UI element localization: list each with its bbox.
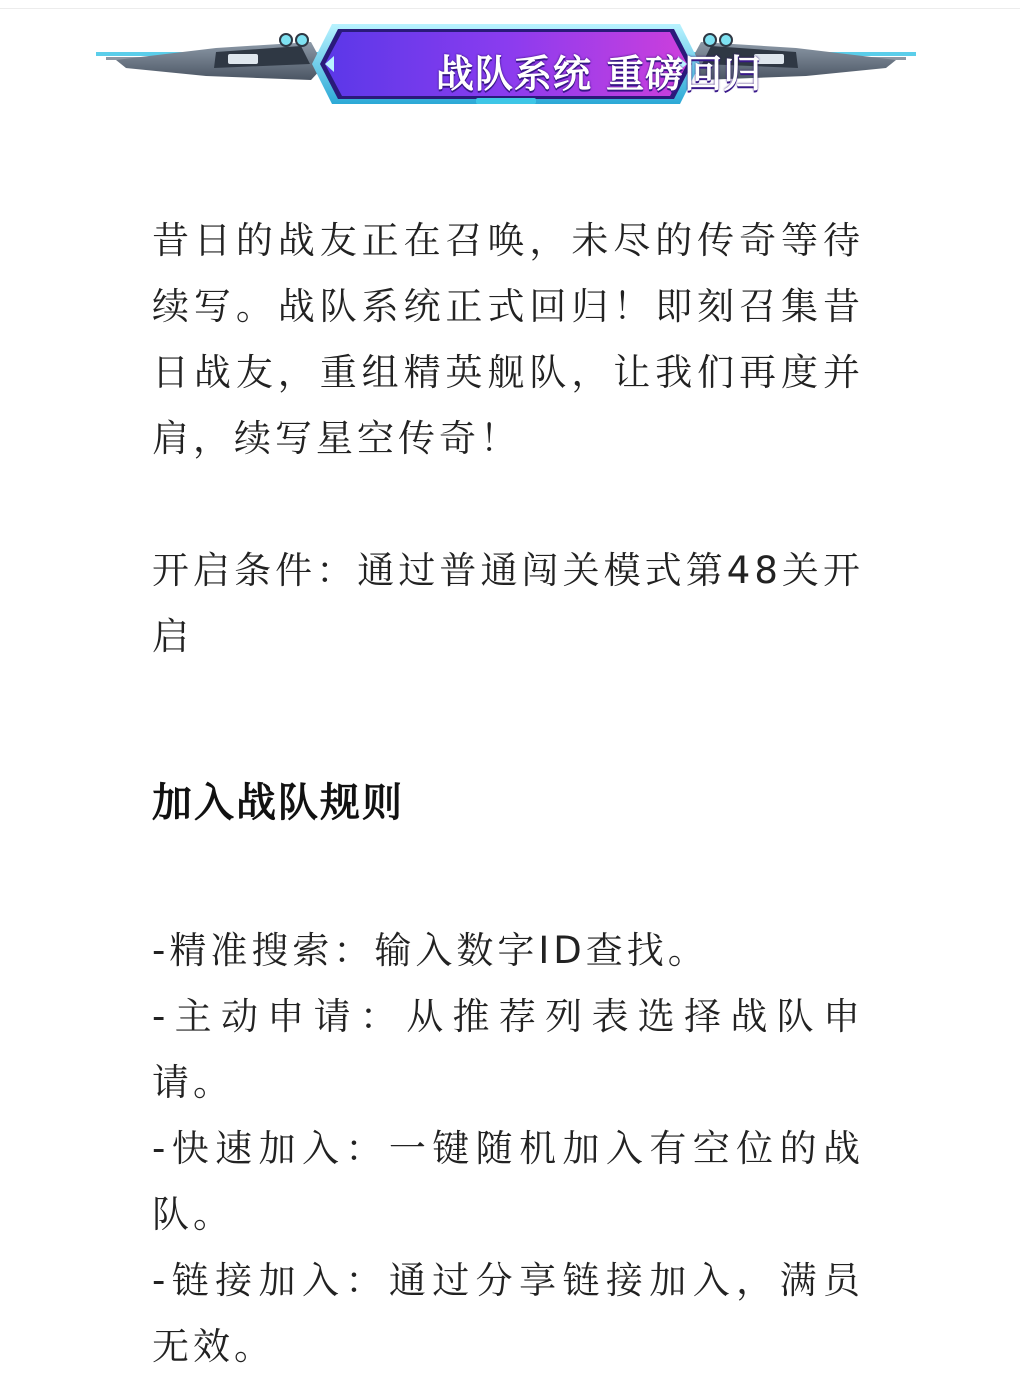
header-banner xyxy=(96,18,916,110)
banner-title: 战队系统 重磅回归 xyxy=(435,52,763,96)
unlock-condition: 开启条件：通过普通闯关模式第48关开启 xyxy=(152,549,864,658)
list-item: -主动申请：从推荐列表选择战队申请。 xyxy=(152,995,864,1104)
join-rules-list xyxy=(152,918,864,1380)
section-title-join-rules: 加入战队规则 xyxy=(152,780,404,826)
spacer xyxy=(152,670,864,770)
top-divider xyxy=(0,8,1020,9)
intro-paragraph: 昔日的战友正在召唤，未尽的传奇等待续写。战队系统正式回归！即刻召集昔日战友，重组精英舰队，让我们再度并肩，续写星空传奇！ xyxy=(152,219,864,460)
announcement-body xyxy=(152,208,864,1380)
list-item: -精准搜索：输入数字ID查找。 xyxy=(152,929,709,972)
list-item: -快速加入：一键随机加入有空位的战队。 xyxy=(152,1127,864,1236)
list-item: -链接加入：通过分享链接加入，满员无效。 xyxy=(152,1259,864,1368)
spacer xyxy=(152,836,864,918)
spacer xyxy=(152,472,864,538)
